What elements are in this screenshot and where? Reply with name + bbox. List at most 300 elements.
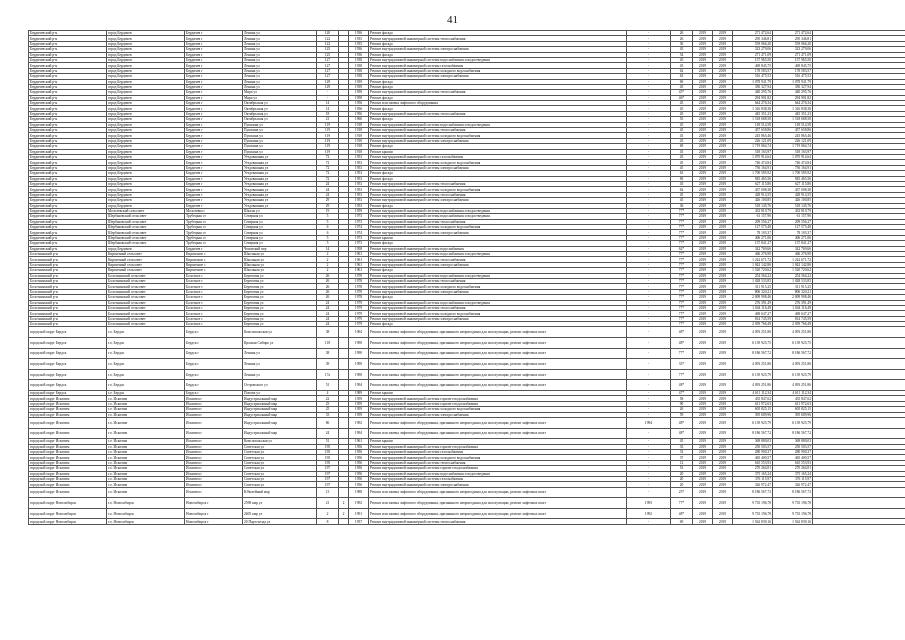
table-cell: - — [627, 444, 671, 449]
table-cell: 195 — [317, 460, 339, 465]
table-cell: Бердичев г — [185, 160, 243, 165]
table-cell: 518 145,76 — [733, 203, 773, 208]
table-cell: 5 — [317, 214, 339, 219]
table-cell — [813, 380, 905, 391]
table-cell: Ремонт внутридомовой инженерной системы теплоснабжения — [369, 519, 627, 524]
table-cell: 59 — [671, 412, 693, 417]
table-cell: 2019 — [693, 144, 713, 149]
table-cell: 1 700 585,92 — [733, 171, 773, 176]
table-cell: Ремонт внутридомовой инженерной системы электроснабжения — [369, 47, 627, 52]
table-cell: 1959 — [349, 208, 369, 213]
table-cell: 2019 — [693, 117, 713, 122]
table-cell: Октябрьская ул — [243, 106, 317, 111]
table-cell: Шербаковский сельсовет — [107, 219, 185, 224]
table-cell: Бердичев г — [185, 111, 243, 116]
table-cell: 1978 — [349, 295, 369, 300]
table-cell: Болотнинский сельсовет — [107, 295, 185, 300]
table-cell: Кирпичное с — [185, 257, 243, 262]
table-cell: 1 042 142,86 — [733, 262, 773, 267]
table-cell: 58 — [671, 396, 693, 401]
table-cell: Бердичевский р-н — [29, 144, 107, 149]
table-cell: 1918 — [349, 144, 369, 149]
table-cell: Бердичевский р-н — [29, 101, 107, 106]
table-cell: 1 042 142,86 — [773, 262, 813, 267]
table-cell: - — [627, 289, 671, 294]
table-cell: 326 972,47 — [733, 482, 773, 487]
table-cell: 2019 — [693, 57, 713, 62]
table-cell: 1992 — [627, 508, 671, 519]
table-cell: 2019 — [693, 106, 713, 111]
table-cell: 2019 — [693, 487, 713, 498]
table-cell: Трубецкая ст — [185, 241, 243, 246]
table-cell: Бердичев г — [185, 176, 243, 181]
table-cell: Пушкина ул — [243, 138, 317, 143]
table-cell: Искитим г — [185, 460, 243, 465]
table-cell: г.о. Искитим — [107, 487, 185, 498]
table-cell: - — [627, 171, 671, 176]
table-cell: Ремонт внутридомовой инженерной системы электроснабжения — [369, 74, 627, 79]
table-cell: 2019 — [713, 117, 733, 122]
table-cell: - — [627, 79, 671, 84]
table-cell: городской округ Искитим — [29, 439, 107, 444]
table-cell: Ремонт фасада — [369, 41, 627, 46]
table-cell: 2 059 766,49 — [773, 322, 813, 327]
table-cell: Ремонт внутридомовой инженерной системы холодного водоснабжения — [369, 160, 627, 165]
table-cell: 2019 — [693, 418, 713, 429]
table-cell: 226 121,09 — [773, 138, 813, 143]
table-cell: Бердичевский р-н — [29, 111, 107, 116]
table-cell: Индустриальный мкр — [243, 401, 317, 406]
table-cell: 1956 — [349, 455, 369, 460]
table-cell: Ремонт внутридомовой инженерной системы теплоснабжения — [369, 278, 627, 283]
table-cell: 48* — [671, 428, 693, 439]
table-cell: 605 825,15 — [773, 407, 813, 412]
table-cell: - — [627, 192, 671, 197]
table-cell: 45 — [671, 57, 693, 62]
table-cell: - — [627, 63, 671, 68]
table-cell: 2019 — [713, 106, 733, 111]
table-cell: Октябрьская ул — [243, 111, 317, 116]
table-cell: 8 186 567,72 — [733, 348, 773, 359]
table-cell: 1939 — [349, 84, 369, 89]
table-cell: - — [627, 273, 671, 278]
table-cell: 77* — [671, 305, 693, 310]
table-cell: городской округ Искитим — [29, 471, 107, 476]
table-cell: Кирпичный сельсовет — [107, 268, 185, 273]
table-cell: Пушкина ул — [243, 133, 317, 138]
table-cell: 1 078 941,79 — [733, 79, 773, 84]
table-cell: 48* — [671, 327, 693, 338]
table-cell: Бердичевский р-н — [29, 214, 107, 219]
table-cell: 45 — [671, 84, 693, 89]
table-cell: Болотное с — [185, 316, 243, 321]
table-cell: - — [627, 407, 671, 412]
table-cell: 77* — [671, 219, 693, 224]
table-cell: - — [627, 41, 671, 46]
table-cell: Уездовашная ул — [243, 203, 317, 208]
table-cell — [813, 418, 905, 429]
table-cell: Ремонт внутридомовой инженерной системы теплоснабжения — [369, 460, 627, 465]
table-cell: 945 465,56 — [773, 176, 813, 181]
table-cell: Болотнинский р-н — [29, 316, 107, 321]
table-cell: 38 — [317, 327, 339, 338]
table-cell: 2019 — [693, 149, 713, 154]
table-cell: Бердск г — [185, 380, 243, 391]
table-cell: Советская ул — [243, 482, 317, 487]
table-cell: Шкалы ул — [243, 208, 317, 213]
table-cell: Бердичевский р-н — [29, 176, 107, 181]
table-cell: городской округ Искитим — [29, 487, 107, 498]
table-cell: Индустриальный мкр — [243, 428, 317, 439]
table-cell: 6 139 925,79 — [733, 369, 773, 380]
table-cell: 1961 — [349, 439, 369, 444]
table-cell: 45 — [671, 63, 693, 68]
table-cell: - — [627, 101, 671, 106]
table-cell: 26 — [317, 284, 339, 289]
table-cell: 178 583,57 — [733, 68, 773, 73]
table-cell: 1956 — [349, 106, 369, 111]
table-cell — [339, 338, 349, 349]
table-cell: 311 915,25 — [773, 284, 813, 289]
table-cell: Ремонт внутридомовой инженерной системы горячего водоснабжения — [369, 466, 627, 471]
table-cell: Северная ул — [243, 235, 317, 240]
table-cell: 26 — [317, 273, 339, 278]
table-cell: 1935 — [349, 36, 369, 41]
table-cell: Пушкина ул — [243, 149, 317, 154]
table-cell: городской округ Искитим — [29, 407, 107, 412]
table-cell: - — [627, 428, 671, 439]
table-cell: - — [627, 133, 671, 138]
table-cell: 1 070 914,64 — [733, 154, 773, 159]
table-cell: Береговая ул — [243, 305, 317, 310]
table-cell: 433 819,79 — [773, 208, 813, 213]
table-cell: Бердичев г — [185, 203, 243, 208]
table-cell: 1939 — [349, 79, 369, 84]
table-cell: 2019 — [693, 63, 713, 68]
table-cell: Искитим г — [185, 396, 243, 401]
table-cell: Ленина ул — [243, 369, 317, 380]
table-cell: 1 520 720,62 — [733, 268, 773, 273]
table-cell: 48* — [671, 338, 693, 349]
table-cell: Ремонт внутридомовой инженерной системы горячего водоснабжения — [369, 396, 627, 401]
table-cell: Ремонт или замена лифтового оборудования, признанного непригодным для эксплуатации, ремонт лифтовых шахт — [369, 418, 627, 429]
table-cell: Ремонт внутридомовой инженерной системы электроснабжения — [369, 230, 627, 235]
table-cell: 8 — [317, 519, 339, 524]
table-row — [29, 338, 905, 349]
capital-repair-table-sheet — [28, 30, 885, 525]
table-cell: Болотнинский сельсовет — [107, 289, 185, 294]
table-cell: Ремонт или замена лифтового оборудования — [369, 101, 627, 106]
table-cell: Мира ул — [243, 90, 317, 95]
table-cell: 2019 — [713, 198, 733, 203]
table-cell: 1961 — [349, 257, 369, 262]
table-cell: Ремонт внутридомовой инженерной системы водоснабжения и водоотведения — [369, 122, 627, 127]
table-cell: Ремонт внутридомовой инженерной системы электроснабжения — [369, 165, 627, 170]
table-cell: Ленина ул — [243, 68, 317, 73]
table-cell: 1959 — [349, 396, 369, 401]
table-cell: 2019 — [713, 439, 733, 444]
table-cell: 435 847,62 — [733, 396, 773, 401]
table-cell: 376 115,97 — [733, 476, 773, 481]
table-cell: г.о. Искитим — [107, 449, 185, 454]
table-cell: - — [627, 348, 671, 359]
table-cell: Искитим г — [185, 471, 243, 476]
table-cell: 77* — [671, 295, 693, 300]
table-cell: Ремонт внутридомовой инженерной системы газоснабжения — [369, 154, 627, 159]
table-cell: - — [627, 160, 671, 165]
table-cell: 1 316 838,38 — [733, 106, 773, 111]
table-cell: Искитим г — [185, 412, 243, 417]
table-cell: 45 — [671, 111, 693, 116]
table-cell: Ремонт внутридомовой инженерной системы газоснабжения — [369, 449, 627, 454]
table-cell: Ленина ул — [243, 84, 317, 89]
table-cell: Ленина ул — [243, 57, 317, 62]
table-cell: 8 186 567,72 — [733, 487, 773, 498]
table-cell: - — [627, 268, 671, 273]
table-cell: 197 — [317, 476, 339, 481]
table-cell: Бердичев г — [185, 95, 243, 100]
table-cell: городской округ Бердск — [29, 369, 107, 380]
table-cell: 2019 — [713, 305, 733, 310]
table-cell: 611 972,63 — [733, 401, 773, 406]
table-cell: 2019 — [693, 508, 713, 519]
table-cell: 4 611 112,34 — [733, 391, 773, 396]
table-cell: 4 093 251,86 — [773, 327, 813, 338]
table-cell: 2019 — [693, 203, 713, 208]
table-cell: - — [627, 466, 671, 471]
table-cell: Бердичевский р-н — [29, 68, 107, 73]
table-cell: город Бердичев — [107, 187, 185, 192]
table-cell: городской округ Новосибирск — [29, 508, 107, 519]
table-cell: 440 295,76 — [733, 90, 773, 95]
table-cell: 33 — [671, 449, 693, 454]
table-cell: 1 028 533,85 — [773, 278, 813, 283]
table-cell: - — [627, 262, 671, 267]
table-cell: Бердичев г — [185, 198, 243, 203]
table-cell: Ленина ул — [243, 359, 317, 370]
table-cell: Болотнинский сельсовет — [107, 316, 185, 321]
table-cell: городской округ Бердск — [29, 359, 107, 370]
table-cell: 2019 — [693, 235, 713, 240]
table-cell: 22 — [317, 396, 339, 401]
table-cell: 1 562 839,16 — [773, 519, 813, 524]
table-cell: - — [627, 439, 671, 444]
table-cell: 271 472,64 — [773, 31, 813, 36]
table-cell: город Бердичев — [107, 63, 185, 68]
table-cell: 1953 — [349, 181, 369, 186]
table-cell: 1978 — [349, 273, 369, 278]
table-cell: городской округ Бердск — [29, 338, 107, 349]
table-cell: 2 — [317, 252, 339, 257]
table-cell: Ремонт фасада — [369, 144, 627, 149]
table-cell: Новосибирск г — [185, 519, 243, 524]
table-cell: 6 139 925,75 — [733, 338, 773, 349]
table-cell: 45 — [671, 160, 693, 165]
table-cell: 2 — [317, 268, 339, 273]
table-cell: 48* — [671, 508, 693, 519]
table-cell: 323 279,06 — [733, 47, 773, 52]
table-cell: 2019 — [713, 407, 733, 412]
table-cell — [339, 369, 349, 380]
table-cell: 25 — [317, 401, 339, 406]
table-cell: Ремонт фасада — [369, 176, 627, 181]
table-cell: 45 — [671, 165, 693, 170]
table-cell: Ремонт внутридомовой инженерной системы электроснабжения — [369, 316, 627, 321]
table-cell: Молотевский сельсовет — [107, 208, 185, 213]
table-cell: 2019 — [693, 369, 713, 380]
table-cell: - — [627, 455, 671, 460]
table-cell: 9 735 196,78 — [773, 508, 813, 519]
table-cell: 45 — [671, 133, 693, 138]
table-cell: Искитим г — [185, 407, 243, 412]
table-cell — [339, 380, 349, 391]
table-cell — [339, 428, 349, 439]
table-cell: Ремонт крыши — [369, 149, 627, 154]
table-cell: 48* — [671, 418, 693, 429]
table-cell: 36 — [671, 41, 693, 46]
table-cell: Бердичев г — [185, 165, 243, 170]
capital-repair-table — [28, 30, 905, 525]
table-cell: 1979 — [349, 311, 369, 316]
table-cell: 2019 — [713, 268, 733, 273]
table-cell: Бердичевский р-н — [29, 106, 107, 111]
table-cell: - — [627, 138, 671, 143]
table-cell: 2019 — [713, 149, 733, 154]
table-cell: 2019 — [713, 498, 733, 509]
table-cell: 1959 — [349, 401, 369, 406]
table-cell: Островского ул — [243, 380, 317, 391]
table-cell: 270 264,81 — [733, 466, 773, 471]
table-cell: 2019 — [713, 52, 733, 57]
table-cell: 2019 — [693, 273, 713, 278]
table-cell: 45 — [671, 181, 693, 186]
table-cell: - — [627, 117, 671, 122]
table-cell: Ремонт внутридомовой инженерной системы газоснабжения — [369, 476, 627, 481]
table-cell: 2019 — [713, 138, 733, 143]
table-cell: Чеховский пер — [243, 246, 317, 251]
table-cell: 457 658,86 — [733, 128, 773, 133]
table-cell: 51 — [317, 439, 339, 444]
table-cell: 469 845,75 — [773, 63, 813, 68]
table-cell: 24 — [317, 192, 339, 197]
table-cell: Октябрьская ул — [243, 117, 317, 122]
table-cell: 127 — [317, 68, 339, 73]
table-cell: Бердичевский р-н — [29, 95, 107, 100]
table-cell: 2019 — [713, 47, 733, 52]
table-cell: 24 — [317, 181, 339, 186]
table-cell: 2019 — [713, 171, 733, 176]
table-cell: 406 271,06 — [773, 235, 813, 240]
table-cell: 24 — [317, 311, 339, 316]
table-cell: город Бердичев — [107, 90, 185, 95]
table-cell: 369 880,03 — [773, 439, 813, 444]
table-cell: Бердичевский р-н — [29, 187, 107, 192]
table-cell: 945 465,56 — [733, 176, 773, 181]
table-cell: 1956 — [349, 471, 369, 476]
table-cell: Ремонт внутридомовой инженерной системы теплоснабжения — [369, 90, 627, 95]
table-cell: - — [627, 235, 671, 240]
table-cell: г.о. Искитим — [107, 396, 185, 401]
table-cell: 13 — [317, 487, 339, 498]
table-cell: 2019 — [713, 262, 733, 267]
table-cell: 157 965,50 — [733, 57, 773, 62]
table-cell: 2019 — [713, 63, 733, 68]
table-cell: Ленина ул — [243, 31, 317, 36]
table-cell: Бердичевский р-н — [29, 47, 107, 52]
table-cell: 271 472,64 — [733, 31, 773, 36]
table-cell: 39 — [317, 359, 339, 370]
table-cell: 45 — [671, 138, 693, 143]
table-cell: Шербаковский сельсовет — [107, 225, 185, 230]
table-cell: Ремонт внутридомовой инженерной системы теплоснабжения — [369, 219, 627, 224]
table-cell: 2019 — [713, 181, 733, 186]
table-cell: 610 553,93 — [733, 460, 773, 465]
table-cell: Искитим г — [185, 444, 243, 449]
table-cell: Уездовашная ул — [243, 192, 317, 197]
table-cell: г.о. Искитим — [107, 418, 185, 429]
table-cell: 2019 — [713, 359, 733, 370]
table-cell: город Бердичев — [107, 111, 185, 116]
table-cell: 2019 — [713, 187, 733, 192]
table-cell: 6 139 925,75 — [773, 338, 813, 349]
table-cell: 2019 — [693, 327, 713, 338]
table-cell: Северная ул — [243, 241, 317, 246]
table-cell: 342 769,66 — [733, 246, 773, 251]
table-cell: 2019 — [693, 133, 713, 138]
table-cell: городской округ Искитим — [29, 412, 107, 417]
table-cell: 2019 — [713, 230, 733, 235]
table-cell: Ленина ул — [243, 36, 317, 41]
table-cell: 2 — [339, 498, 349, 509]
table-cell: 2019 — [693, 316, 713, 321]
table-cell: 2019 — [693, 95, 713, 100]
table-cell: 122 — [317, 41, 339, 46]
table-cell: Северная ул — [243, 230, 317, 235]
table-cell: 72 — [317, 160, 339, 165]
table-cell: Бердск г — [185, 359, 243, 370]
table-cell: 8 186 567,72 — [733, 428, 773, 439]
table-cell: 746 474,84 — [733, 160, 773, 165]
table-cell: 2019 — [693, 192, 713, 197]
table-cell: Ремонт фасада — [369, 171, 627, 176]
table-cell — [813, 428, 905, 439]
table-cell: Бердичевский р-н — [29, 241, 107, 246]
table-cell: 1961 — [349, 268, 369, 273]
table-cell: г.о. Искитим — [107, 401, 185, 406]
table-cell: 78 103,37 — [733, 230, 773, 235]
table-cell: 2019 — [693, 122, 713, 127]
table-cell: Искитим г — [185, 418, 243, 429]
table-cell: 1938 — [349, 63, 369, 68]
table-cell: 12 — [671, 460, 693, 465]
table-cell: Ремонт фасада — [369, 117, 627, 122]
table-cell: 2019 — [693, 252, 713, 257]
table-cell: Ремонт внутридомовой инженерной системы теплоснабжения — [369, 192, 627, 197]
table-row — [29, 380, 905, 391]
table-cell: 2598 кмр ул — [243, 498, 317, 509]
table-cell: 2019 — [713, 396, 733, 401]
table-cell: Бердичев г — [185, 79, 243, 84]
table-cell: 20 — [671, 471, 693, 476]
table-cell: Бердичевский р-н — [29, 165, 107, 170]
table-cell: город Бердичев — [107, 144, 185, 149]
table-cell: 45 — [671, 47, 693, 52]
table-cell: 2 009 908,46 — [733, 295, 773, 300]
table-row — [29, 418, 905, 429]
table-cell: 209 556,27 — [773, 219, 813, 224]
table-cell: - — [627, 284, 671, 289]
table-cell: Бердичевский р-н — [29, 79, 107, 84]
